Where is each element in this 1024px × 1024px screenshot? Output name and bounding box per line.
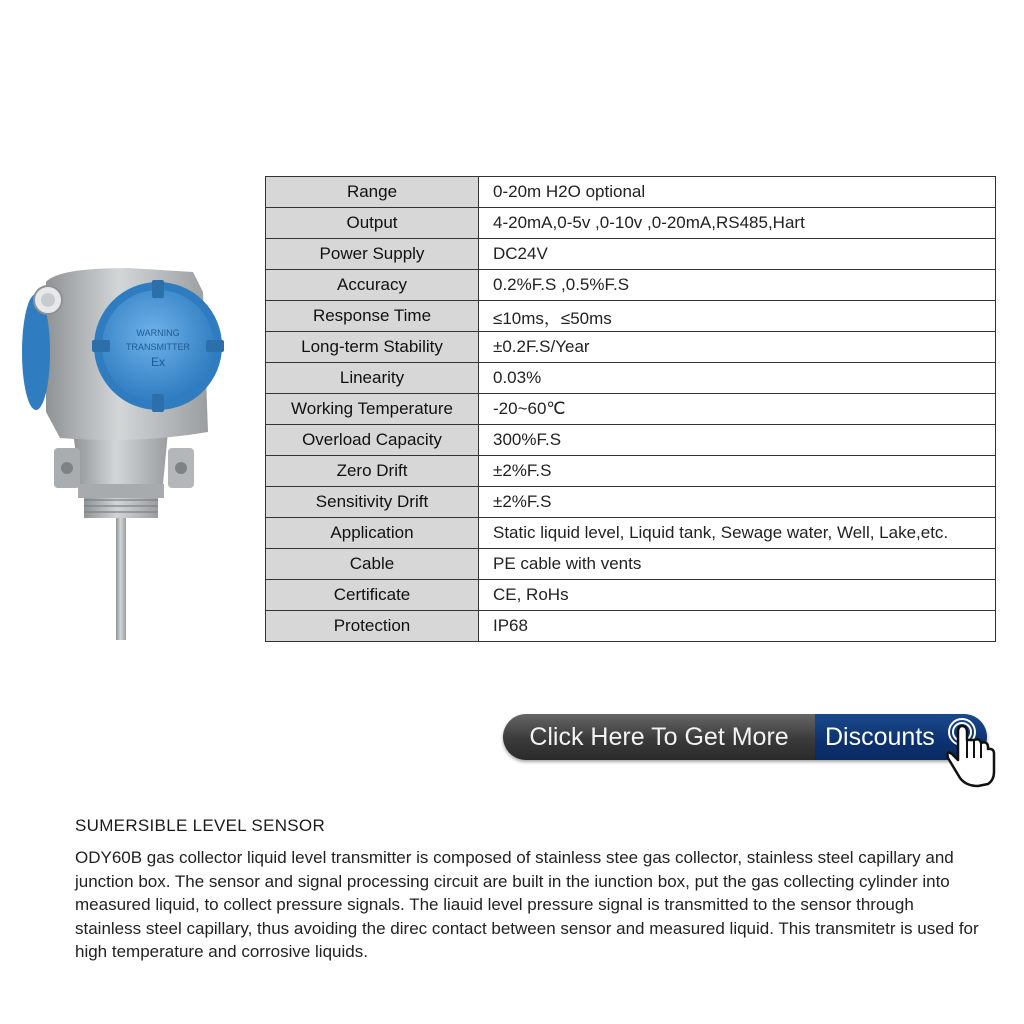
cta-left-label: Click Here To Get More [503, 714, 815, 760]
spec-label: Application [266, 518, 479, 549]
spec-row [266, 394, 996, 425]
spec-value: 300%F.S [479, 425, 996, 456]
spec-table [265, 176, 996, 642]
spec-value: ≤10ms，≤50ms [479, 301, 996, 332]
spec-label: Cable [266, 549, 479, 580]
spec-row [266, 611, 996, 642]
spec-label: Linearity [266, 363, 479, 394]
spec-label: Power Supply [266, 239, 479, 270]
spec-label: Response Time [266, 301, 479, 332]
spec-row [266, 456, 996, 487]
spec-value: PE cable with vents [479, 549, 996, 580]
cta-right-label: Discounts [815, 714, 987, 760]
spec-label: Range [266, 177, 479, 208]
spec-label: Sensitivity Drift [266, 487, 479, 518]
get-discounts-button[interactable] [503, 714, 987, 760]
spec-row [266, 425, 996, 456]
description-body: ODY60B gas collector liquid level transmitter is composed of stainless stee gas collector, stainless steel capillary and junction box. The sensor and signal processing circuit are built in the iunction box, put the gas collecting cylinder into measured liquid, to collect pressure signals. The liauid level pressure signal is transmitted to the sensor through stainless steel capillary, thus avoiding the direc contact between sensor and measured liquid. This transmitetr is used for high temperature and corrosive liquids. [75, 848, 979, 961]
level-transmitter-image [18, 262, 240, 642]
pointer-hand-icon [940, 716, 998, 790]
spec-value: CE, RoHs [479, 580, 996, 611]
svg-text:TRANSMITTER: TRANSMITTER [126, 342, 190, 352]
spec-row [266, 301, 996, 332]
spec-row [266, 332, 996, 363]
spec-row [266, 177, 996, 208]
spec-label: Working Temperature [266, 394, 479, 425]
spec-label: Output [266, 208, 479, 239]
spec-value: 4-20mA,0-5v ,0-10v ,0-20mA,RS485,Hart [479, 208, 996, 239]
spec-label: Overload Capacity [266, 425, 479, 456]
spec-value: IP68 [479, 611, 996, 642]
spec-row [266, 580, 996, 611]
description-title: SUMERSIBLE LEVEL SENSOR [75, 816, 326, 835]
spec-value: DC24V [479, 239, 996, 270]
spec-row [266, 208, 996, 239]
spec-value: ±2%F.S [479, 456, 996, 487]
spec-row [266, 270, 996, 301]
spec-value: ±2%F.S [479, 487, 996, 518]
spec-row [266, 363, 996, 394]
spec-row [266, 549, 996, 580]
spec-value: Static liquid level, Liquid tank, Sewage water, Well, Lake,etc. [479, 518, 996, 549]
spec-row [266, 487, 996, 518]
spec-value: 0.03% [479, 363, 996, 394]
spec-label: Zero Drift [266, 456, 479, 487]
svg-text:WARNING: WARNING [136, 328, 180, 338]
spec-value: 0.2%F.S ,0.5%F.S [479, 270, 996, 301]
spec-label: Long-term Stability [266, 332, 479, 363]
svg-text:Ex: Ex [150, 355, 166, 369]
spec-value: -20~60℃ [479, 394, 996, 425]
spec-label: Protection [266, 611, 479, 642]
spec-row [266, 239, 996, 270]
spec-label: Certificate [266, 580, 479, 611]
spec-value: ±0.2F.S/Year [479, 332, 996, 363]
spec-row [266, 518, 996, 549]
spec-value: 0-20m H2O optional [479, 177, 996, 208]
spec-label: Accuracy [266, 270, 479, 301]
